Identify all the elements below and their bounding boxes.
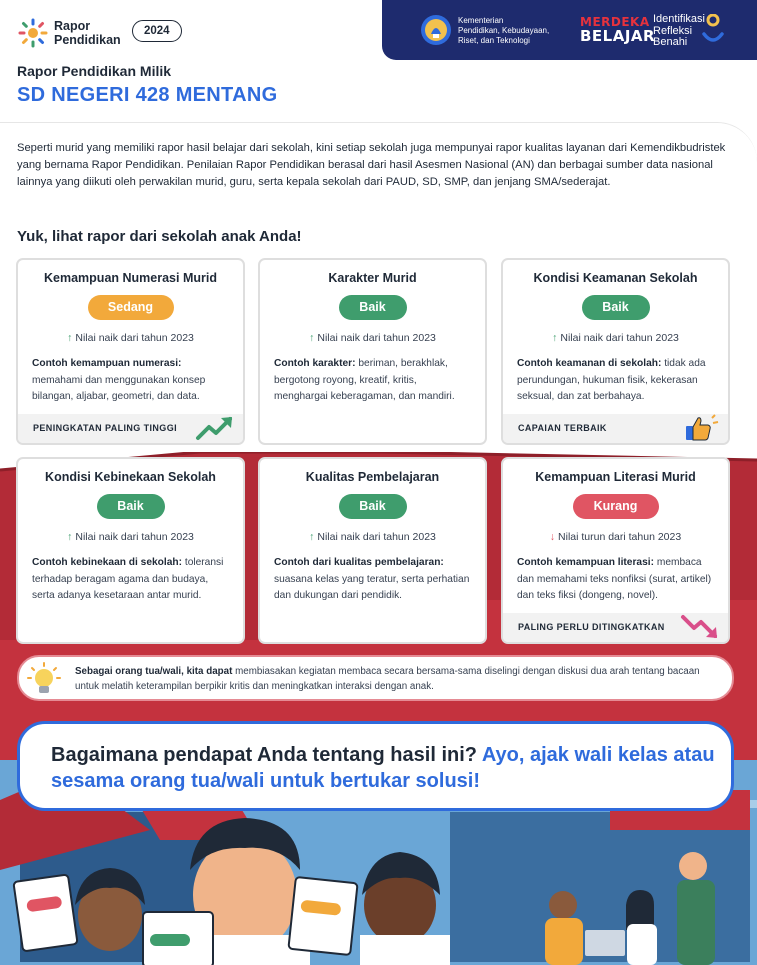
ministry-name <box>458 16 568 46</box>
tip-text <box>75 665 720 694</box>
card-description <box>32 356 231 406</box>
desc-text: tidak ada perundungan, hukuman fisik, kekerasan seksual, dan zat berbahaya. <box>517 358 706 402</box>
trend-text <box>503 531 728 543</box>
irb-mark-icon <box>702 14 724 44</box>
tip-bold: Sebagai orang tua/wali, kita dapat <box>75 666 233 677</box>
arrow-up-icon: ↑ <box>67 531 73 543</box>
card-description <box>32 555 231 605</box>
card-kebinekaan[interactable] <box>16 457 245 644</box>
header <box>0 0 757 122</box>
trend-text <box>260 332 485 344</box>
card-pembelajaran[interactable] <box>258 457 487 644</box>
irb-line-1: Identifikasi <box>653 13 705 25</box>
trend-label: Nilai naik dari tahun 2023 <box>75 332 194 344</box>
irb-line-2: Refleksi <box>653 24 693 37</box>
desc-label: Contoh dari kualitas pembelajaran: <box>274 557 444 568</box>
card-footer <box>503 613 728 642</box>
status-badge: Kurang <box>573 494 659 519</box>
status-badge: Sedang <box>88 295 174 320</box>
arrow-up-icon: ↑ <box>309 332 315 344</box>
year-badge: 2024 <box>132 20 182 42</box>
card-title: Kualitas Pembelajaran <box>305 470 440 484</box>
status-badge: Baik <box>97 494 165 519</box>
trending-down-icon <box>680 613 720 641</box>
trend-text <box>18 332 243 344</box>
logo-line-1: Rapor <box>54 19 91 33</box>
card-footer <box>18 414 243 443</box>
card-karakter[interactable] <box>258 258 487 445</box>
thumbs-up-icon <box>680 414 720 442</box>
status-badge: Baik <box>582 295 650 320</box>
desc-text: beriman, berakhlak, bergotong royong, kreatif, kritis, menghargai keberagaman, dan mandiri. <box>274 358 455 402</box>
irb-logo <box>653 14 705 49</box>
desc-label: Contoh kemampuan literasi: <box>517 557 654 568</box>
card-description <box>517 555 716 605</box>
card-literasi[interactable] <box>501 457 730 644</box>
cta-bubble <box>17 721 734 811</box>
ministry-line-1: Kementerian <box>458 16 504 25</box>
school-name: SD NEGERI 428 MENTANG <box>17 84 278 106</box>
arrow-up-icon: ↑ <box>552 332 558 344</box>
trend-label: Nilai naik dari tahun 2023 <box>317 531 436 543</box>
desc-text: memahami dan menggunakan konsep bilangan, aljabar, geometri, dan data. <box>32 374 206 402</box>
irb-line-3: Benahi <box>653 36 688 48</box>
card-numerasi[interactable] <box>16 258 245 445</box>
tut-wuri-handayani-icon <box>420 14 452 46</box>
card-title: Kemampuan Literasi Murid <box>535 470 696 484</box>
desc-label: Contoh kebinekaan di sekolah: <box>32 557 183 568</box>
card-description <box>517 356 716 406</box>
belajar-text: BELAJAR <box>580 27 656 45</box>
ministry-line-3: Riset, dan Teknologi <box>458 36 530 45</box>
arrow-down-icon: ↓ <box>549 531 556 543</box>
footer-label: PENINGKATAN PALING TINGGI <box>33 423 177 433</box>
parent-tip-box <box>17 655 734 701</box>
trend-text <box>503 332 728 344</box>
trend-text <box>18 531 243 543</box>
desc-text: suasana kelas yang teratur, serta perhatian dan dukungan dari pendidik. <box>274 573 470 601</box>
cta-text <box>51 742 721 794</box>
trending-up-icon <box>195 414 235 442</box>
status-badge: Baik <box>339 295 407 320</box>
ministry-line-2: Pendidikan, Kebudayaan, <box>458 26 550 35</box>
card-title: Kondisi Kebinekaan Sekolah <box>45 470 216 484</box>
rapor-pendidikan-logo[interactable] <box>18 18 121 48</box>
arrow-up-icon: ↑ <box>67 332 73 344</box>
card-footer <box>503 414 728 443</box>
trend-label: Nilai naik dari tahun 2023 <box>560 332 679 344</box>
cta-accent: Ayo, ajak wali kelas atau sesama orang tua/wali untuk bertukar solusi! <box>51 744 715 792</box>
footer-label: PALING PERLU DITINGKATKAN <box>518 622 665 632</box>
trend-label: Nilai naik dari tahun 2023 <box>317 332 436 344</box>
card-title: Kondisi Keamanan Sekolah <box>533 271 698 285</box>
sun-logo-icon <box>18 18 48 48</box>
logo-line-2: Pendidikan <box>54 33 121 47</box>
ministry-banner <box>382 0 757 60</box>
trend-label: Nilai turun dari tahun 2023 <box>558 531 682 543</box>
desc-label: Contoh kemampuan numerasi: <box>32 358 182 369</box>
card-keamanan[interactable] <box>501 258 730 445</box>
trend-label: Nilai naik dari tahun 2023 <box>75 531 194 543</box>
desc-text: toleransi terhadap beragam agama dan budaya, serta adanya kesetaraan antar murid. <box>32 557 224 601</box>
card-description <box>274 555 473 605</box>
card-title: Karakter Murid <box>328 271 417 285</box>
intro-paragraph: Seperti murid yang memiliki rapor hasil belajar dari sekolah, kini setiap sekolah juga mempunyai rapor kualitas layanan dari Kemendikbudristek yang bernama Rapor Pendidikan. Penilaian Rapor Pendidikan berasal dari hasil Asesmen Nasional (AN) dan berbagai sumber data nasional lainnya yang diikuti oleh perwakilan murid, guru, serta kepala sekolah dari PAUD, SD, SMP, dan jenjang SMA/sederajat. <box>17 142 726 188</box>
trend-text <box>260 531 485 543</box>
desc-label: Contoh keamanan di sekolah: <box>517 358 662 369</box>
desc-label: Contoh karakter: <box>274 358 356 369</box>
lightbulb-icon <box>27 662 61 696</box>
cta-question: Bagaimana pendapat Anda tentang hasil ini? <box>51 744 477 766</box>
card-description <box>274 356 473 406</box>
merdeka-belajar-logo <box>580 15 655 43</box>
card-title: Kemampuan Numerasi Murid <box>44 271 217 285</box>
merdeka-text: MERDEKA <box>580 15 650 29</box>
footer-label: CAPAIAN TERBAIK <box>518 423 607 433</box>
section-title: Yuk, lihat rapor dari sekolah anak Anda! <box>17 228 302 245</box>
desc-text: membaca dan memahami teks nonfiksi (surat, artikel) dan teks fiksi (dongeng, novel). <box>517 557 712 601</box>
tip-body: membiasakan kegiatan membaca secara bersama-sama diselingi dengan diskusi dua arah tentang bacaan untuk melatih keterampilan berpikir kritis dan meningkatkan interaksi dengan anak. <box>75 666 700 692</box>
arrow-up-icon: ↑ <box>309 531 315 543</box>
owner-label: Rapor Pendidikan Milik <box>17 63 172 79</box>
status-badge: Baik <box>339 494 407 519</box>
logo-text <box>54 19 121 47</box>
